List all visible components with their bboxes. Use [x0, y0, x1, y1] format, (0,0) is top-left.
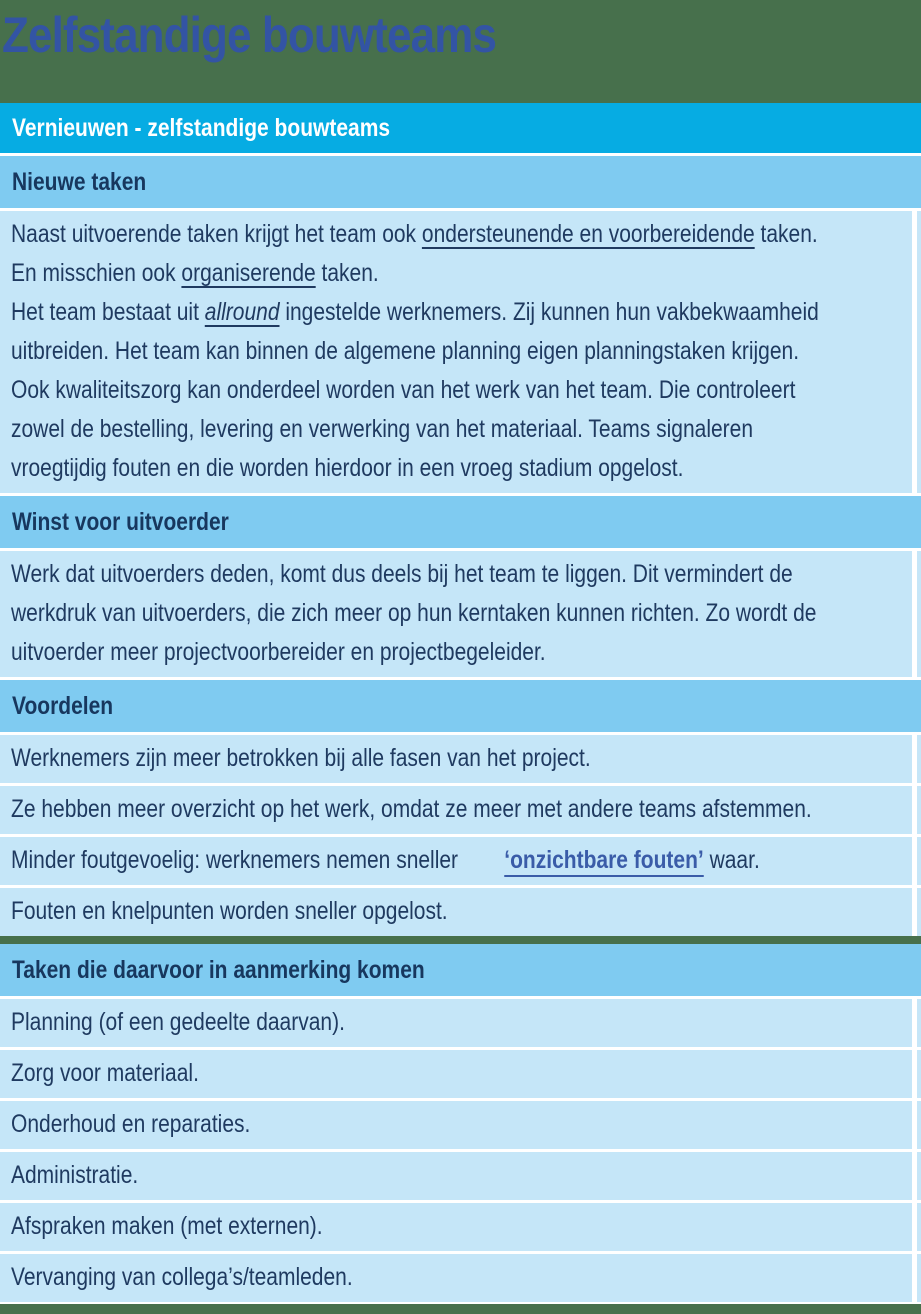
- text-line: [11, 1156, 775, 1195]
- section-header-label: Taken die daarvoor in aanmerking komen: [12, 955, 425, 984]
- table-row: [0, 999, 921, 1047]
- table-row: [0, 1101, 921, 1149]
- banner: [0, 103, 921, 153]
- text-line: [11, 1003, 775, 1042]
- section-divider: [0, 936, 921, 944]
- table-row: [0, 551, 921, 677]
- text-segment: Werknemers zijn meer betrokken bij alle fasen van het project.: [11, 744, 591, 772]
- page-header: [0, 0, 921, 103]
- page-title: Zelfstandige bouwteams: [2, 7, 497, 63]
- text-segment: Ze hebben meer overzicht op het werk, omdat ze meer met andere teams afstemmen.: [11, 795, 812, 823]
- section-header-winst-voor-uitvoerder: [0, 496, 921, 548]
- table-row: [0, 1050, 921, 1098]
- text-line: [11, 1054, 775, 1093]
- table-row: [0, 735, 921, 783]
- banner-title: Vernieuwen - zelfstandige bouwteams: [12, 113, 391, 142]
- text-segment: Vervanging van collega’s/teamleden.: [11, 1263, 353, 1291]
- table-row: [0, 1203, 921, 1251]
- text-line: [11, 594, 817, 633]
- text-segment: En misschien ook: [11, 259, 182, 287]
- text-segment: Werk dat uitvoerders deden, komt dus deels bij het team te liggen. Dit vermindert de: [11, 560, 793, 588]
- text-line: [11, 332, 800, 371]
- text-line: [11, 293, 819, 332]
- text-line: [11, 1258, 775, 1297]
- text-segment: organiserende: [181, 259, 316, 287]
- text-segment: Afspraken maken (met externen).: [11, 1212, 323, 1240]
- text-segment: waar.: [703, 846, 760, 874]
- text-line: [11, 215, 818, 254]
- text-segment: allround: [204, 298, 280, 326]
- text-segment: werkdruk van uitvoerders, die zich meer op hun kerntaken kunnen richten. Zo wordt de: [11, 599, 817, 627]
- text-line: [11, 371, 796, 410]
- text-line: [11, 449, 775, 488]
- section-body-nieuwe-taken: [0, 211, 921, 493]
- text-segment: Planning (of een gedeelte daarvan).: [11, 1008, 345, 1036]
- text-line: [11, 410, 775, 449]
- text-segment: Het team bestaat uit: [11, 298, 205, 326]
- text-segment: Zorg voor materiaal.: [11, 1059, 199, 1087]
- section-header-voordelen: [0, 680, 921, 732]
- text-segment: taken.: [315, 259, 379, 287]
- table-row: [0, 837, 921, 885]
- text-line: [11, 1105, 775, 1144]
- text-line: [11, 1207, 775, 1246]
- text-segment: taken.: [754, 220, 818, 248]
- text-line: [11, 739, 775, 778]
- onzichtbare-fouten-link[interactable]: ‘onzichtbare fouten’: [504, 846, 704, 874]
- text-line: [11, 633, 775, 672]
- text-segment: Minder foutgevoelig: werknemers nemen sneller: [11, 846, 459, 874]
- table-row: [0, 888, 921, 936]
- text-segment: Administratie.: [11, 1161, 139, 1189]
- text-segment: zowel de bestelling, levering en verwerking van het materiaal. Teams signaleren: [11, 415, 754, 443]
- text-segment: uitbreiden. Het team kan binnen de algemene planning eigen planningstaken krijgen.: [11, 337, 800, 365]
- text-line: [11, 254, 775, 293]
- section-header-taken-in-aanmerking: [0, 944, 921, 996]
- table-row: [0, 211, 921, 493]
- section-winst-voor-uitvoerder: [0, 496, 921, 677]
- text-segment: Onderhoud en reparaties.: [11, 1110, 251, 1138]
- section-header-label: Winst voor uitvoerder: [12, 507, 229, 536]
- text-line: [11, 790, 812, 829]
- section-header-label: Nieuwe taken: [12, 167, 147, 196]
- text-segment: uitvoerder meer projectvoorbereider en projectbegeleider.: [11, 638, 546, 666]
- section-voordelen: [0, 680, 921, 936]
- table-row: [0, 786, 921, 834]
- text-line: [11, 892, 775, 931]
- table-row: [0, 1152, 921, 1200]
- text-segment: Ook kwaliteitszorg kan onderdeel worden van het werk van het team. Die controleert: [11, 376, 796, 404]
- text-line: [11, 555, 793, 594]
- text-segment: ondersteunende en voorbereidende: [421, 220, 755, 248]
- section-body-voordelen: [0, 735, 921, 936]
- section-taken-in-aanmerking: [0, 944, 921, 1302]
- text-segment: vroegtijdig fouten en die worden hierdoor in een vroeg stadium opgelost.: [11, 454, 684, 482]
- text-segment: ingestelde werknemers. Zij kunnen hun vakbekwaamheid: [279, 298, 819, 326]
- section-nieuwe-taken: [0, 156, 921, 493]
- text-segment: Naast uitvoerende taken krijgt het team ook: [11, 220, 422, 248]
- text-segment: Fouten en knelpunten worden sneller opgelost.: [11, 897, 448, 925]
- section-header-nieuwe-taken: [0, 156, 921, 208]
- section-body-taken-in-aanmerking: [0, 999, 921, 1302]
- page-footer: [0, 1304, 921, 1314]
- text-line: [11, 841, 775, 880]
- section-header-label: Voordelen: [12, 691, 114, 720]
- section-body-winst-voor-uitvoerder: [0, 551, 921, 677]
- table-row: [0, 1254, 921, 1302]
